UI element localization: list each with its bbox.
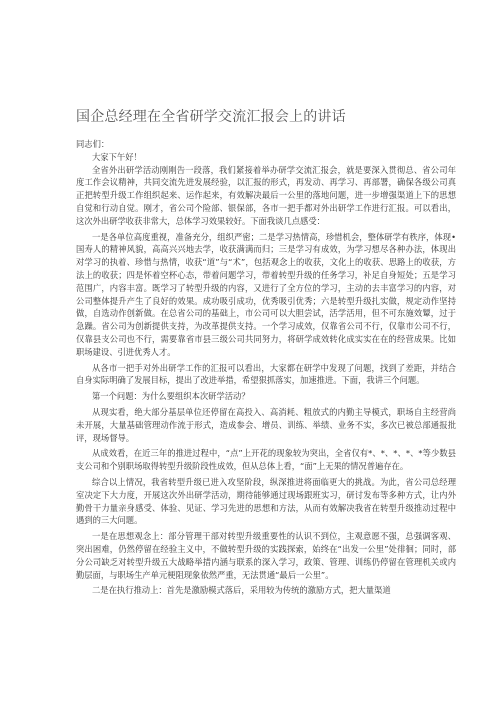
paragraph: 全省外出研学活动刚刚告一段落，我们紧接着举办研学交流汇报会，就是要深入贯彻总、省公司年度工作会议精神，共同交流先进发展经验，以汇报的形式，再发动、再学习、再部署，确保各级公司真正把转型升级工作组织起来、运作起来，有效解决最后一公里的落地问题，进一步增强渠道上下的思想自觉和行动自觉。刚才，省公司个险部、银保部，各市一把手都对外出研学工作进行汇报。可以看出，这次外出研学收获非常大，总体学习效果较好。下面我谈几点感受：	[76, 164, 456, 226]
paragraph: 二是在执行推动上：首先是激励模式落后，采用较为传统的激励方式，把大量渠道	[92, 585, 391, 596]
paragraph: 从现实看，绝大部分基层单位还停留在高投入、高消耗、粗放式的内勤主导模式，职场自主经营尚未开展，大量基础管理动作流于形式，造成参会、增员、训练、举绩、业务不实，多次已被总部通报批评，现场督导。	[76, 406, 456, 443]
paragraph: 一是在思想观念上：部分管理干部对转型升级重要性的认识不到位，主观意愿不强，总强调客观、突出困难，仍然停留在经验主义中，不做转型升级的实践探索，始终在“出发一公里”处徘徊；同时，部分公司缺乏对转型升级五大战略举措内涵与联系的深入学习，政策、管理、训练仍停留在管理机关或内勤层面，与职场生产单元梗阻现象依然严重，无法贯通“最后一公里”。	[76, 531, 456, 580]
greeting: 同志们：	[76, 139, 110, 149]
paragraph: 从成效看，在近三年的推进过程中，“点”上开花的现象较为突出，全省仅有*、*、*、*、*等少数县支公司和个别职场取得转型升级阶段性成效，但从总体上看，“面”上无果的情况普遍存在。	[76, 448, 456, 472]
paragraph: 第一个问题：为什么要组织本次研学活动？	[92, 391, 250, 402]
document-body	[76, 138, 456, 597]
document-title: 国企总经理在全省研学交流汇报会上的讲话	[76, 109, 346, 125]
paragraph: 从各市一把手对外出研学工作的汇报可以看出，大家都在研学中发现了问题，找到了差距，并结合自身实际明确了发展目标，提出了改进举措，希望狠抓落实，加速推进。下面，我讲三个问题。	[76, 362, 456, 386]
salutation: 大家下午好！	[92, 151, 142, 162]
paragraph: 一是各单位高度重视，准备充分，组织严密；二是学习热情高，珍惜机会，整体研学有秩序，体现•国寿人的精神风貌，高高兴兴地去学，收获满满而归；三是学习有成效，为学习想尽各种办法，体现出对学习的执着、珍惜与热情，收获“道”与“术”，包括观念上的收获，文化上的收获、思路上的收获，方法上的收获；四是怀着空杯心态，带着问题学习，带着转型升级的任务学习，补足自身短处；五是学习范围广，内容丰富。既学习了转型升级的内容，又进行了全方位的学习，主动的去丰富学习的内容，对公司整体提升产生了良好的效果。成功吸引成功，优秀吸引优秀；六是转型升级扎实做，规定动作坚持做，自选动作创新做。在总省公司的基础上，市公司可以大胆尝试，活学活用，但不可东施效颦，过于急躁。省公司为创新提供支持，为改革提供支持。一个学习成效，仅靠省公司不行，仅靠市公司不行，仅靠县支公司也不行，需要靠省市县三级公司共同努力，将研学成效转化成实实在在的经营成果。比如职场建设、引进优秀人才。	[76, 231, 456, 357]
paragraph: 综合以上情况，我省转型升级已进入攻坚阶段，纵深推进将面临更大的挑战。为此，省公司总经理室决定下大力度，开展这次外出研学活动，期待能够通过现场跟班实习，研讨发布等多种方式，让内外勤骨干力量亲身感受、体验、见证、学习先进的思想和方法，从而有效解决我省在转型升级推动过程中遇到的三大问题。	[76, 476, 456, 526]
